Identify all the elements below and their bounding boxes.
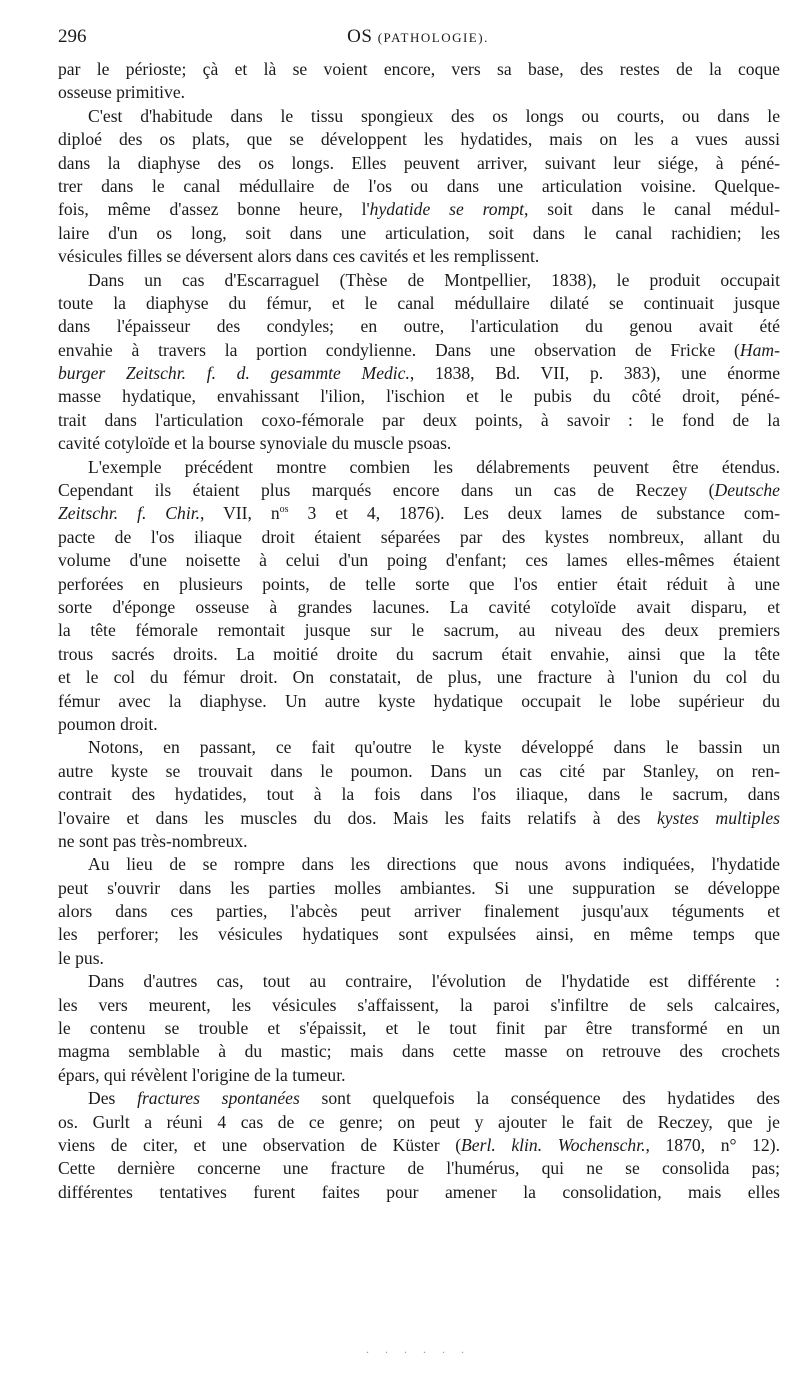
italic-text: kystes multiples (657, 807, 780, 828)
text-line: vésicules filles se déversent alors dans ces cavités et les remplissent. (58, 246, 540, 267)
italic-text: Ham- (739, 339, 780, 360)
text-line: Dans un cas d'Escarraguel (Thèse de Montpellier, 1838), le produit occupait (88, 269, 780, 290)
text-line: peut s'ouvrir dans les parties molles ambiantes. Si une suppuration se développe (58, 877, 780, 898)
text-line: différentes tentatives furent faites pour amener la consolidation, mais elles (58, 1181, 780, 1202)
text-line: volume d'une noisette à celui d'un poing d'enfant; ces lames elles-mêmes étaient (58, 550, 780, 571)
body-text (58, 58, 780, 1204)
text-line: toute la diaphyse du fémur, et le canal médullaire dilaté se continuait jusque (58, 292, 780, 313)
running-head (58, 26, 778, 48)
italic-text: hydatide se rompt (369, 199, 524, 220)
text-line: masse hydatique, envahissant l'ilion, l'ischion et le pubis du côté droit, péné- (58, 386, 780, 407)
text-line: trer dans le canal médullaire de l'os ou dans une articulation voisine. Quelque- (58, 175, 780, 196)
text-line: contrait des hydatides, tout à la fois dans l'os iliaque, dans le sacrum, dans (58, 784, 780, 805)
page-header (58, 26, 778, 56)
text-line: viens de citer, et une observation de Küster (Berl. klin. Wochenschr., 1870, n° 12). (58, 1134, 780, 1155)
paragraph (58, 1087, 780, 1204)
text-line: C'est d'habitude dans le tissu spongieux des os longs ou courts, ou dans le (88, 105, 780, 126)
paragraph (58, 456, 780, 737)
text-line: fois, même d'assez bonne heure, l'hydatide se rompt, soit dans le canal médul- (58, 199, 780, 220)
text-line: l'ovaire et dans les muscles du dos. Mais les faits relatifs à des kystes multiples (58, 807, 780, 828)
italic-text: fractures spontanées (137, 1088, 300, 1109)
text-line: Cette dernière concerne une fracture de l'humérus, qui ne se consolida pas; (58, 1158, 780, 1179)
text-line: dans la diaphyse des os longs. Elles peuvent arriver, suivant leur siége, à péné- (58, 152, 780, 173)
text-line: osseuse primitive. (58, 82, 186, 103)
text-line: os. Gurlt a réuni 4 cas de ce genre; on peut y ajouter le fait de Reczey, que je (58, 1111, 780, 1132)
text-line: burger Zeitschr. f. d. gesammte Medic., 1838, Bd. VII, p. 383), une énorme (58, 363, 781, 384)
text-line: Zeitschr. f. Chir., VII, $n^{os}$ 3 et 4, 1876). Les deux lames de substance com- (58, 503, 780, 524)
text-line: Notons, en passant, ce fait qu'outre le kyste développé dans le bassin un (88, 737, 780, 758)
text-line: Dans d'autres cas, tout au contraire, l'évolution de l'hydatide est différente : (88, 971, 780, 992)
text-line: la tête fémorale remontait jusque sur le sacrum, au niveau des deux premiers (58, 620, 780, 641)
italic-text: Deutsche (714, 480, 780, 501)
text-line: poumon droit. (58, 713, 158, 734)
text-line: le contenu se trouble et s'épaissit, et le tout finit par être transformé en un (58, 1018, 780, 1039)
text-line: envahie à travers la portion condylienne. Dans une observation de Fricke (Ham- (58, 339, 780, 360)
text-line: magma semblable à du mastic; mais dans cette masse on retrouve des crochets (58, 1041, 780, 1062)
running-head-subtitle: (PATHOLOGIE). (377, 30, 489, 45)
text-line: sorte d'éponge osseuse à grandes lacunes. La cavité cotyloïde avait disparu, et (58, 596, 780, 617)
text-line: Au lieu de se rompre dans les directions que nous avons indiquées, l'hydatide (88, 854, 780, 875)
italic-text: Berl. klin. Wochenschr. (461, 1134, 646, 1155)
text-line: alors dans ces parties, l'abcès peut arriver finalement jusqu'aux téguments et (58, 901, 780, 922)
text-line: perforées en plusieurs points, de telle sorte que l'os entier était réduit à une (58, 573, 780, 594)
text-line: pacte de l'os iliaque droit étaient séparées par des kystes nombreux, allant du (58, 526, 780, 547)
page-bottom-noise: · · · · · · (365, 1345, 471, 1359)
text-line: trous sacrés droits. La moitié droite du sacrum était envahie, ainsi que la tête (58, 643, 780, 664)
text-line: épars, qui révèlent l'origine de la tumeur. (58, 1064, 346, 1085)
italic-text: Zeitschr. f. Chir. (58, 503, 201, 524)
text-line: laire d'un os long, soit dans une articulation, soit dans le canal rachidien; les (58, 222, 780, 243)
paragraph (58, 58, 780, 105)
paragraph (58, 105, 780, 269)
text-line: fémur avec la diaphyse. Un autre kyste hydatique occupait le lobe supérieur du (58, 690, 780, 711)
text-line: cavité cotyloïde et la bourse synoviale du muscle psoas. (58, 433, 452, 454)
page-number: 296 (58, 26, 87, 47)
text-line: ne sont pas très-nombreux. (58, 830, 248, 851)
text-line: L'exemple précédent montre combien les délabrements peuvent être étendus. (88, 456, 780, 477)
text-line: Cependant ils étaient plus marqués encore dans un cas de Reczey (Deutsche (58, 480, 780, 501)
text-line: dans l'épaisseur des condyles; en outre, l'articulation du genou avait été (58, 316, 780, 337)
paragraph (58, 970, 780, 1087)
superscript: os (279, 504, 289, 516)
text-line: Des fractures spontanées sont quelquefois la conséquence des hydatides des (88, 1088, 781, 1109)
text-line: et le col du fémur droit. On constatait, de plus, une fracture à l'union du col du (58, 667, 780, 688)
italic-text: burger Zeitschr. f. d. gesammte Medic. (58, 363, 410, 384)
running-head-title: OS (347, 26, 373, 47)
text-line: diploé des os plats, que se développent les hydatides, mais on les a vues aussi (58, 129, 780, 150)
text-line: autre kyste se trouvait dans le poumon. Dans un cas cité par Stanley, on ren- (58, 760, 780, 781)
text-line: les perforer; les vésicules hydatiques sont expulsées ainsi, en même temps que (58, 924, 780, 945)
paragraph (58, 853, 780, 970)
text-line: les vers meurent, les vésicules s'affaissent, la paroi s'infiltre de sels calcaires, (58, 994, 780, 1015)
text-line: trait dans l'articulation coxo-fémorale par deux points, à savoir : le fond de la (58, 409, 780, 430)
text-line: par le périoste; çà et là se voient encore, vers sa base, des restes de la coque (58, 59, 780, 79)
paragraph (58, 269, 780, 456)
text-line: le pus. (58, 947, 104, 968)
paragraph (58, 736, 780, 853)
